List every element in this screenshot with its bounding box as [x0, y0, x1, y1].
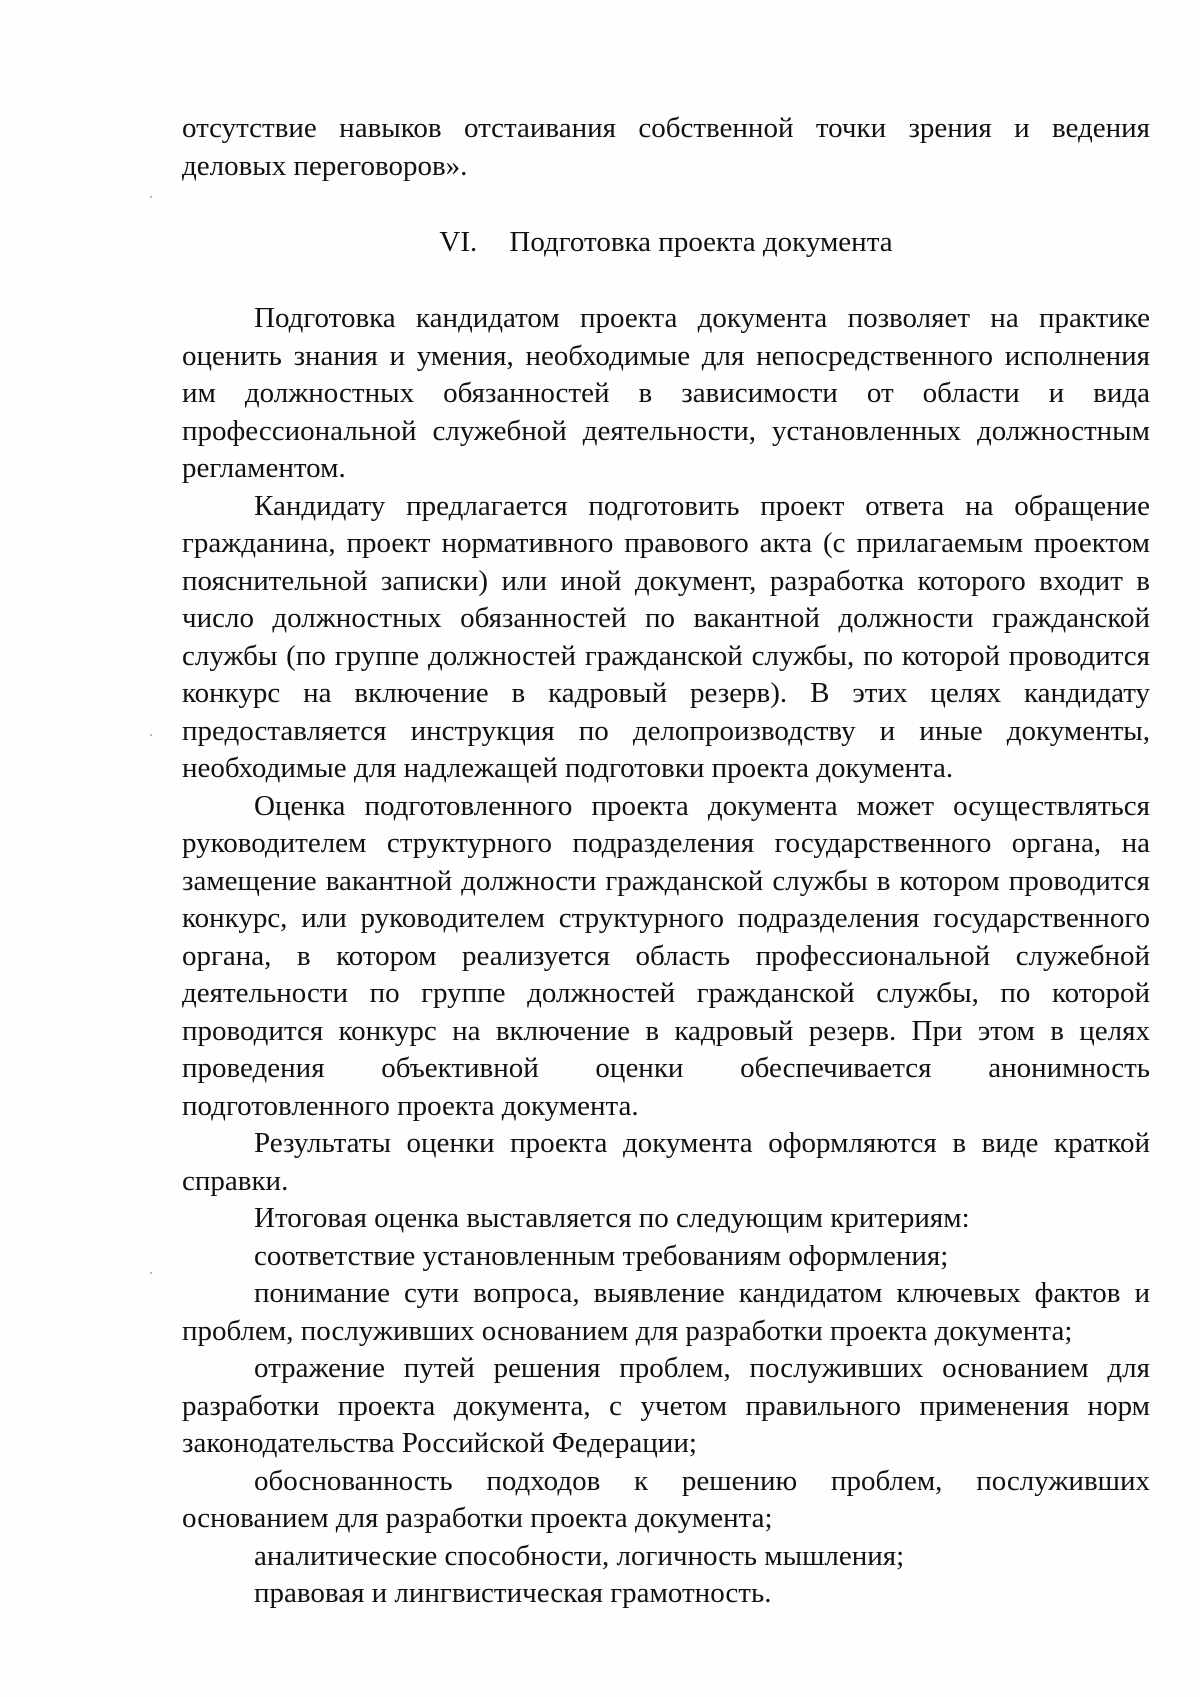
- paragraph: Подготовка кандидатом проекта документа позволяет на практике оценить знания и умения, необходимые для непосредственного исполнения им должностных обязанностей в зависимости от области и вида профессиональной служебной деятельности, установленных должностным регламентом.: [182, 302, 1150, 484]
- intro-paragraph: отсутствие навыков отстаивания собственной точки зрения и ведения деловых переговоров».: [182, 112, 1150, 182]
- criteria-item: аналитические способности, логичность мышления;: [254, 1539, 905, 1572]
- criteria-item: правовая и лингвистическая грамотность.: [254, 1577, 772, 1609]
- section-number: VI.: [439, 226, 478, 258]
- section-title: Подготовка проекта документа: [509, 226, 893, 258]
- paragraph: Кандидату предлагается подготовить проект ответа на обращение гражданина, проект нормативного правового акта (с прилагаемым проектом пояснительной записки) или иной документ, разработка которого входит в число должностных обязанностей по вакантной должности гражданской службы (по группе должностей гражданской службы, по которой проводится конкурс на включение в кадровый резерв). В этих целях кандидату предоставляется инструкция по делопроизводству и иные документы, необходимые для надлежащей подготовки проекта документа.: [182, 489, 1150, 784]
- section-heading: [182, 224, 1150, 262]
- paragraph: Оценка подготовленного проекта документа может осуществляться руководителем структурного подразделения государственного органа, на замещение вакантной должности гражданской службы в котором проводится конкурс, или руководителем структурного подразделения государственного органа, в котором реализуется область профессиональной служебной деятельности по группе должностей гражданской службы, по которой проводится конкурс на включение в кадровый резерв. При этом в целях проведения объективной оценки обеспечивается анонимность подготовленного проекта документа.: [182, 789, 1150, 1122]
- scan-mark: [150, 1272, 152, 1274]
- intro-text: [182, 110, 1150, 185]
- scan-mark: [150, 196, 152, 198]
- criteria-item: обоснованность подходов к решению проблем, послуживших основанием для разработки проекта документа;: [182, 1464, 1150, 1534]
- scan-mark: [150, 734, 152, 736]
- section-body: [182, 300, 1150, 1613]
- paragraph: Итоговая оценка выставляется по следующим критериям:: [254, 1202, 970, 1234]
- criteria-item: понимание сути вопроса, выявление кандидатом ключевых фактов и проблем, послуживших основанием для разработки проекта документа;: [182, 1277, 1150, 1347]
- paragraph: Результаты оценки проекта документа оформляются в виде краткой справки.: [182, 1127, 1150, 1197]
- criteria-item: соответствие установленным требованиям оформления;: [254, 1239, 949, 1272]
- criteria-item: отражение путей решения проблем, послуживших основанием для разработки проекта документа, с учетом правильного применения норм законодательства Российской Федерации;: [182, 1352, 1150, 1459]
